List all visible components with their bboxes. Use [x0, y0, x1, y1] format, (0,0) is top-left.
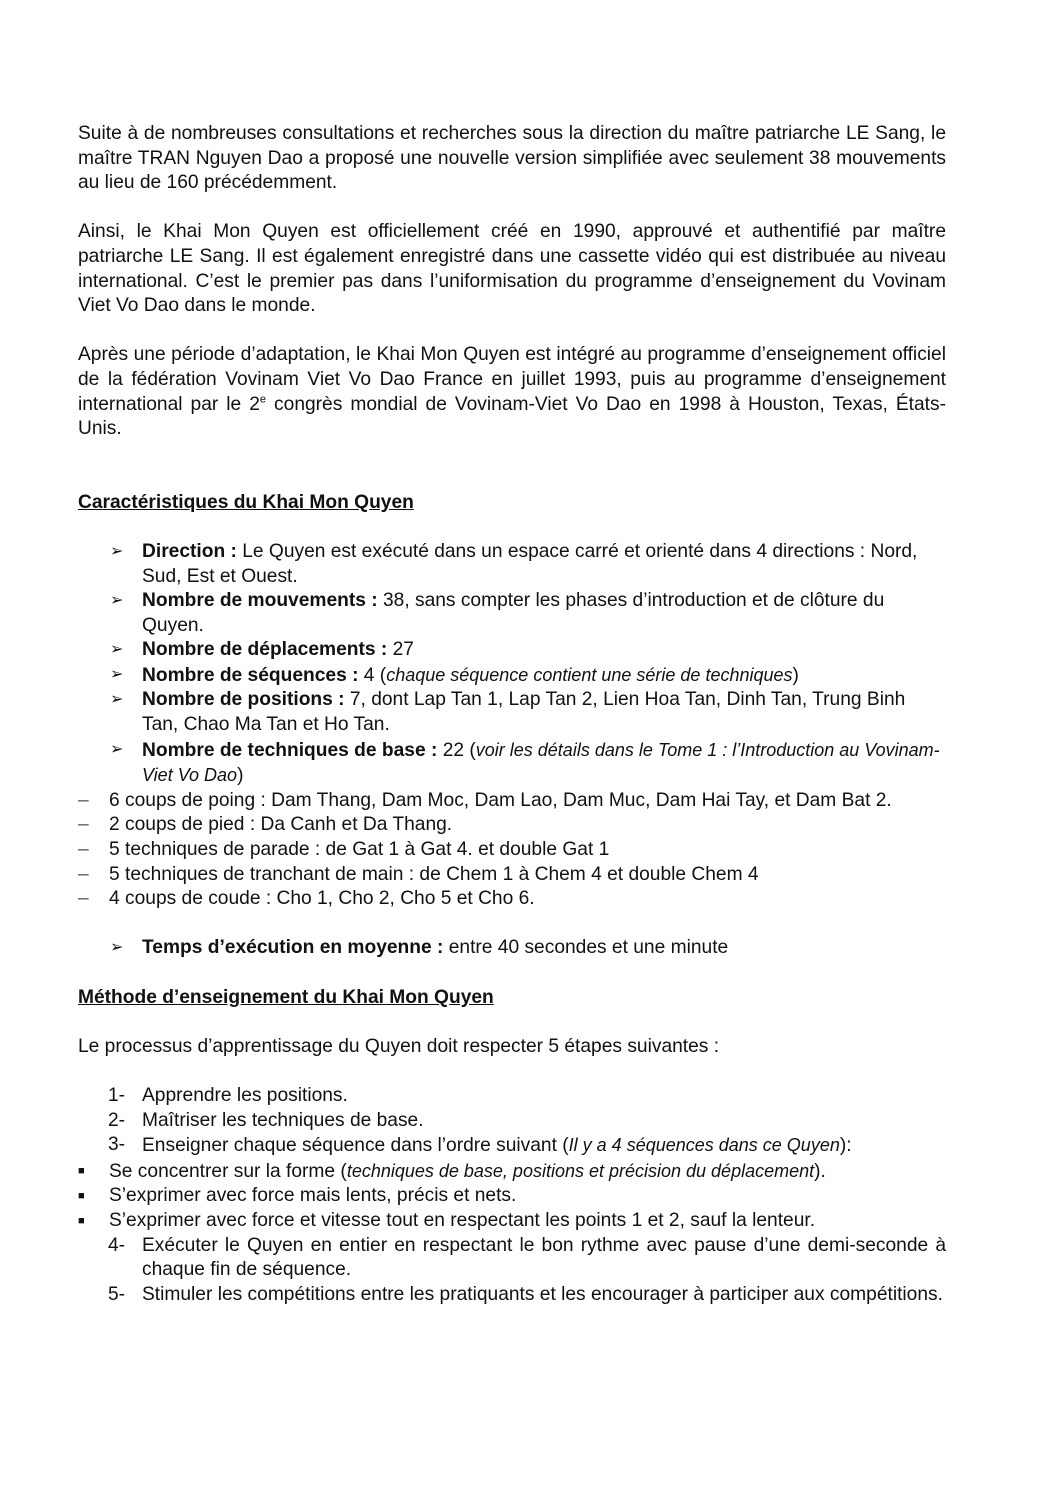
step-number: 5-	[108, 1283, 126, 1305]
list-item-direction	[78, 540, 946, 589]
list-item-time	[78, 936, 946, 961]
time-list	[78, 936, 946, 961]
item-label: Nombre de positions :	[142, 689, 345, 711]
substep-text: S’exprimer avec force mais lents, précis et nets.	[109, 1185, 517, 1207]
step-text-end: ):	[839, 1135, 852, 1157]
steps-list	[78, 1084, 946, 1159]
dash-bullet-icon: –	[78, 814, 89, 836]
dash-bullet-icon: –	[78, 863, 89, 885]
substep-italic: techniques de base, positions et précision du déplacement	[346, 1160, 815, 1181]
item-label: Nombre de techniques de base :	[142, 739, 438, 761]
item-text: Le Quyen est exécuté dans un espace carré et orienté dans 4 directions : Nord, Sud, Est et Ouest.	[142, 540, 918, 587]
step-item	[78, 1283, 946, 1308]
dash-bullet-icon: –	[78, 888, 89, 910]
technique-text: 6 coups de poing : Dam Thang, Dam Moc, Dam Lao, Dam Muc, Dam Hai Tay, et Dam Bat 2.	[109, 789, 892, 811]
method-title: Méthode d’enseignement du Khai Mon Quyen	[78, 986, 494, 1008]
step-italic: Il y a 4 séquences dans ce Quyen	[568, 1135, 840, 1156]
item-text: 27	[387, 639, 414, 661]
item-text: 4 (	[358, 664, 387, 686]
intro-paragraph-3	[78, 343, 946, 441]
technique-text: 5 techniques de tranchant de main : de Chem 1 à Chem 4 et double Chem 4	[109, 863, 759, 885]
intro-paragraph-1: Suite à de nombreuses consultations et recherches sous la direction du maître patriarche LE Sang, le maître TRAN Nguyen Dao a proposé une nouvelle version simplifiée avec seulement 38 mouvements au lieu de 160 précédemment.	[78, 123, 946, 194]
square-bullet-icon: ■	[78, 1164, 85, 1177]
arrow-bullet-icon: ➢	[110, 740, 124, 758]
step-text: Apprendre les positions.	[142, 1084, 348, 1106]
item-label: Nombre de mouvements :	[142, 590, 378, 612]
step-number: 2-	[108, 1109, 126, 1131]
technique-text: 2 coups de pied : Da Canh et Da Thang.	[109, 814, 453, 836]
square-bullet-icon: ■	[78, 1190, 85, 1203]
technique-item	[78, 838, 946, 863]
item-label: Nombre de déplacements :	[142, 639, 388, 661]
arrow-bullet-icon: ➢	[110, 641, 124, 659]
step-text: Maîtriser les techniques de base.	[142, 1109, 424, 1131]
list-item-sequences	[78, 663, 946, 689]
substep-item	[78, 1184, 946, 1209]
item-label: Nombre de séquences :	[142, 664, 359, 686]
item-italic: voir les détails dans le Tome 1 : l’Introduction au Vovinam-Viet Vo Dao	[142, 739, 940, 786]
steps-list-continued	[78, 1234, 946, 1308]
arrow-bullet-icon: ➢	[110, 542, 124, 560]
step-text: Exécuter le Quyen en entier en respectant le bon rythme avec pause d’une demi-seconde à chaque fin de séquence.	[142, 1234, 946, 1281]
substep-text: Se concentrer sur la forme (	[109, 1160, 347, 1182]
item-label: Direction :	[142, 540, 237, 562]
step-item	[78, 1084, 946, 1109]
substep-text: S’exprimer avec force et vitesse tout en respectant les points 1 et 2, sauf la lenteur.	[109, 1209, 816, 1231]
technique-text: 5 techniques de parade : de Gat 1 à Gat 4. et double Gat 1	[109, 839, 610, 861]
list-item-positions	[78, 688, 946, 737]
item-italic: chaque séquence contient une série de techniques	[386, 664, 793, 685]
intro-paragraph-3-end: congrès mondial de Vovinam-Viet Vo Dao en 1998 à Houston, Texas, États-Unis.	[78, 393, 946, 440]
item-text-end: )	[237, 765, 244, 787]
step-item	[78, 1133, 946, 1159]
arrow-bullet-icon: ➢	[110, 939, 124, 957]
arrow-bullet-icon: ➢	[110, 665, 124, 683]
substeps-list	[78, 1159, 946, 1234]
item-text: 22 (	[437, 739, 476, 761]
technique-item	[78, 863, 946, 888]
substep-text-end: ).	[814, 1160, 826, 1182]
intro-paragraph-3-start: Après une période d’adaptation, le Khai Mon Quyen est intégré au programme d’enseignement officiel de la fédération Vovinam Viet Vo Dao France en juillet 1993, puis au programme d’enseignement international par le 2	[78, 344, 946, 415]
list-item-movements	[78, 589, 946, 638]
techniques-list	[78, 789, 946, 912]
characteristics-list	[78, 540, 946, 789]
list-item-displacements	[78, 638, 946, 663]
arrow-bullet-icon: ➢	[110, 691, 124, 709]
dash-bullet-icon: –	[78, 789, 89, 811]
intro-paragraph-2: Ainsi, le Khai Mon Quyen est officiellement créé en 1990, approuvé et authentifié par maître patriarche LE Sang. Il est également enregistré dans une cassette vidéo qui est distribuée au niveau international. C’est le premier pas dans l’uniformisation du programme d’enseignement du Vovinam Viet Vo Dao dans le monde.	[78, 221, 946, 317]
dash-bullet-icon: –	[78, 839, 89, 861]
item-text: entre 40 secondes et une minute	[443, 937, 729, 959]
square-bullet-icon: ■	[78, 1214, 85, 1227]
substep-item	[78, 1209, 946, 1234]
step-text: Stimuler les compétitions entre les pratiquants et les encourager à participer aux compétitions.	[142, 1283, 943, 1305]
step-number: 4-	[108, 1234, 126, 1256]
arrow-bullet-icon: ➢	[110, 592, 124, 610]
technique-item	[78, 789, 946, 814]
technique-item	[78, 813, 946, 838]
item-label: Temps d’exécution en moyenne :	[142, 937, 444, 959]
item-text-end: )	[792, 664, 799, 686]
technique-item	[78, 887, 946, 912]
item-text: 7, dont Lap Tan 1, Lap Tan 2, Lien Hoa Tan, Dinh Tan, Trung Binh Tan, Chao Ma Tan et Ho Tan.	[142, 689, 906, 736]
list-item-techniques	[78, 738, 946, 789]
substep-item	[78, 1159, 946, 1185]
step-text: Enseigner chaque séquence dans l’ordre suivant (	[142, 1135, 569, 1157]
step-number: 1-	[108, 1084, 126, 1106]
characteristics-title: Caractéristiques du Khai Mon Quyen	[78, 491, 414, 513]
step-number: 3-	[108, 1134, 126, 1156]
method-intro: Le processus d’apprentissage du Quyen doit respecter 5 étapes suivantes :	[78, 1035, 720, 1057]
step-item	[78, 1109, 946, 1134]
item-text: 38, sans compter les phases d’introduction et de clôture du Quyen.	[142, 590, 885, 636]
document-page	[78, 122, 946, 1307]
ordinal-suffix: e	[259, 393, 267, 406]
technique-text: 4 coups de coude : Cho 1, Cho 2, Cho 5 et Cho 6.	[109, 888, 535, 910]
step-item	[78, 1234, 946, 1283]
